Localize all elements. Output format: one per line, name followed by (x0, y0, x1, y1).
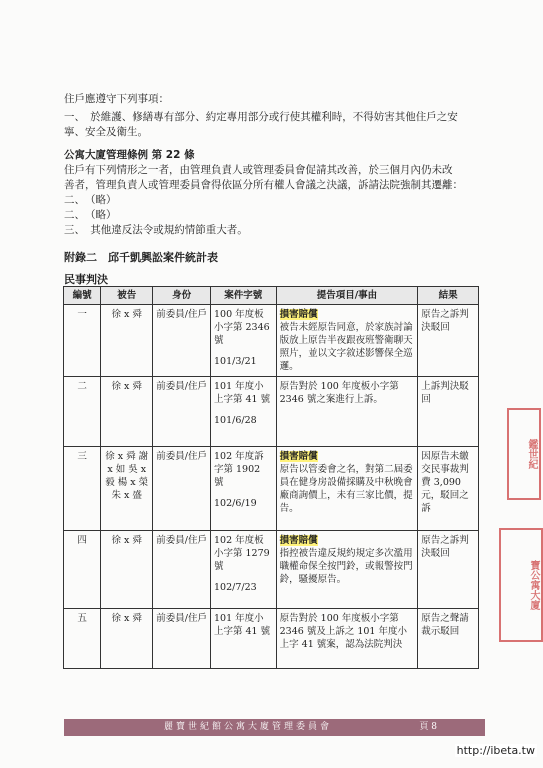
cell-role: 前委員/住戶 (153, 305, 211, 377)
reason-text: 指控被告違反規約規定多次濫用職權命保全按門鈴，或報警按門鈴，騷擾原告。 (279, 548, 413, 585)
cell-reason (276, 609, 418, 669)
article-item-3: 三、 其他違反法令或規約情節重大者。 (64, 224, 248, 236)
cell-defendant: 徐 x 舜 (101, 305, 153, 377)
cell-defendant: 徐 x 舜 謝 x 如 吳 x 毅 楊 x 榮 朱 x 盛 (101, 447, 153, 531)
table-row (64, 531, 479, 609)
page-footer (64, 719, 485, 736)
intro-line-1: 住戶應遵守下列事項： (64, 93, 169, 105)
article-item-1: 二、 （略） (64, 194, 117, 206)
intro-line-3: 寧、安全及衛生。 (64, 126, 148, 138)
case-number: 102 年度板小字第 1279 號 (213, 535, 270, 572)
seal-stamp-2: 寶公寓大廈 (499, 528, 543, 642)
reason-text: 被告未經原告同意，於家族討論版放上原告半夜跟夜班警衛聊天照片，並以文字敘述影響保全巡邏。 (279, 322, 413, 372)
case-date: 101/3/21 (213, 356, 257, 367)
cell-role: 前委員/住戶 (153, 377, 211, 447)
table-row (64, 377, 479, 447)
cell-result: 原告之訴判決駁回 (418, 531, 479, 609)
header-case: 案件字號 (210, 287, 276, 305)
header-no: 編號 (64, 287, 101, 305)
case-date: 102/7/23 (213, 582, 257, 593)
cell-case (210, 447, 276, 531)
cell-reason (276, 531, 418, 609)
table-header-row (64, 287, 479, 305)
case-date: 101/6/28 (213, 415, 257, 426)
cell-role: 前委員/住戶 (153, 531, 211, 609)
cell-case (210, 377, 276, 447)
claim-tag: 損害賠償 (279, 451, 318, 462)
case-date: 102/6/19 (213, 498, 257, 509)
reason-text: 原告以管委會之名，對第二屆委員在健身房設備採購及中秋晚會廠商詢價上，未有三家比價，提告。 (279, 464, 413, 514)
footer-org-name: 麗寶世紀館公寓大廈管理委員會 (164, 722, 333, 732)
claim-tag: 損害賠償 (279, 535, 318, 546)
case-number: 101 年度小上字第 41 號 (213, 381, 271, 405)
header-reason: 提告項目/事由 (276, 287, 418, 305)
table-row (64, 609, 479, 669)
seal-stamp-1: 鑑世紀 (507, 408, 541, 500)
header-defendant: 被告 (101, 287, 153, 305)
table-row (64, 305, 479, 377)
cell-reason (276, 377, 418, 447)
cell-no: 三 (64, 447, 101, 531)
article-paragraph-2: 善者，管理負責人或管理委員會得依區分所有權人會議之決議，訴請法院強制其遷離： (64, 179, 463, 191)
cell-role: 前委員/住戶 (153, 447, 211, 531)
table-row (64, 447, 479, 531)
appendix-title: 附錄二 邱千凱興訟案件統計表 (64, 251, 218, 264)
watermark: http://ibeta.tw (456, 744, 535, 757)
cell-defendant: 徐 x 舜 (101, 609, 153, 669)
cell-reason (276, 305, 418, 377)
cell-no: 五 (64, 609, 101, 669)
cell-result: 原告之聲請裁示駁回 (418, 609, 479, 669)
article-paragraph-1: 住戶有下列情形之一者，由管理負責人或管理委員會促請其改善，於三個月內仍未改 (64, 164, 453, 176)
claim-tag: 損害賠償 (279, 309, 318, 320)
page-number: 頁 8 (419, 722, 437, 732)
cell-no: 四 (64, 531, 101, 609)
cell-reason (276, 447, 418, 531)
cell-defendant: 徐 x 舜 (101, 377, 153, 447)
cell-case (210, 531, 276, 609)
cell-result: 原告之訴判決駁回 (418, 305, 479, 377)
case-number: 102 年度訴字第 1902 號 (213, 451, 264, 488)
cell-defendant: 徐 x 舜 (101, 531, 153, 609)
cell-result: 上訴判決駁回 (418, 377, 479, 447)
cell-no: 一 (64, 305, 101, 377)
cell-result: 因原告未繳交民事裁判費 3,090 元，駁回之訴 (418, 447, 479, 531)
section-title: 民事判決 (64, 273, 108, 286)
case-number: 100 年度板小字第 2346 號 (213, 309, 270, 346)
header-role: 身份 (153, 287, 211, 305)
cell-case (210, 609, 276, 669)
cell-role: 前委員/住戶 (153, 609, 211, 669)
cell-no: 二 (64, 377, 101, 447)
intro-line-2: 一、 於維護、修繕專有部分、約定專用部分或行使其權利時，不得妨害其他住戶之安 (64, 111, 458, 123)
reason-text: 原告對於 100 年度板小字第 2346 號及上訴之 101 年度小上字 41 號案，認為法院判決 (279, 613, 407, 650)
case-number: 101 年度小上字第 41 號 (213, 613, 271, 637)
reason-text: 原告對於 100 年度板小字第 2346 號之案進行上訴。 (279, 381, 399, 405)
case-table (63, 286, 479, 669)
cell-case (210, 305, 276, 377)
header-result: 結果 (418, 287, 479, 305)
article-title: 公寓大廈管理條例 第 22 條 (64, 149, 195, 161)
article-item-2: 二、 （略） (64, 209, 117, 221)
